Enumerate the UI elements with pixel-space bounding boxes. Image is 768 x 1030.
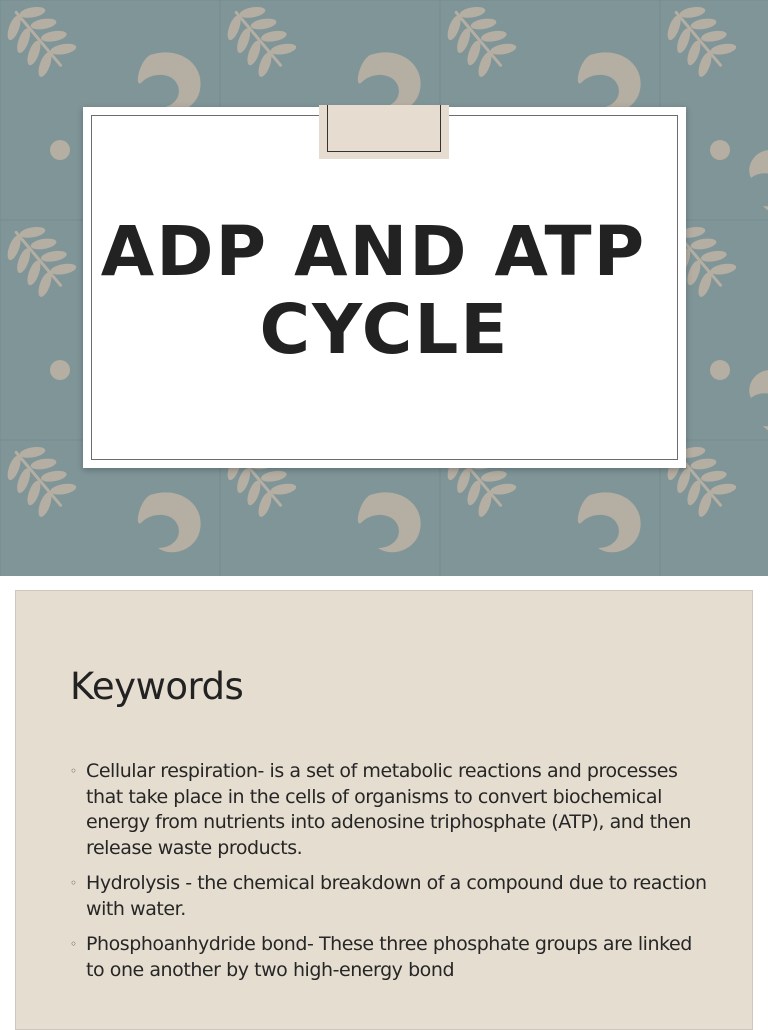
- bullet-circle-icon: ◦: [70, 876, 77, 890]
- list-item: [70, 932, 710, 983]
- list-item-text: Hydrolysis - the chemical breakdown of a compound due to reaction with water.: [86, 872, 707, 920]
- slide-title-line-2: CYCLE: [259, 290, 510, 370]
- keywords-slide: [15, 590, 753, 1030]
- bullet-circle-icon: ◦: [70, 937, 77, 951]
- slide-title-line-1: ADP AND ATP: [100, 212, 647, 292]
- list-item: [70, 759, 710, 861]
- slide-title: [83, 213, 686, 369]
- title-card: [83, 107, 686, 468]
- bullet-circle-icon: ◦: [70, 764, 77, 778]
- keywords-list: [70, 759, 710, 993]
- list-item-text: Cellular respiration- is a set of metabolic reactions and processes that take place in the cells of organisms to convert biochemical energy from nutrients into adenosine triphosphate (ATP), and then release waste products.: [86, 760, 692, 859]
- list-item: [70, 871, 710, 922]
- title-card-tab: [319, 105, 449, 159]
- keywords-heading: Keywords: [70, 665, 244, 708]
- list-item-text: Phosphoanhydride bond- These three phosphate groups are linked to one another by two high-energy bond: [86, 933, 692, 981]
